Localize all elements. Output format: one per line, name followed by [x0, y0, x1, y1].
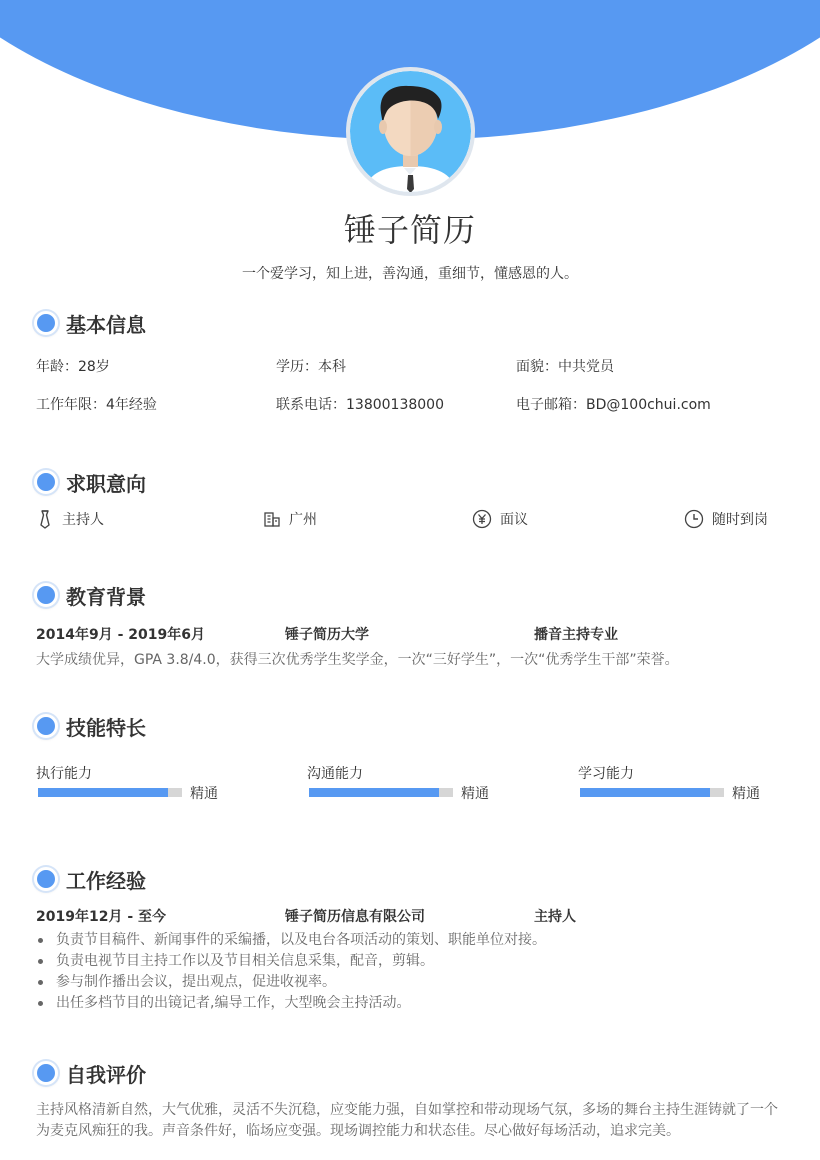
skill-progress-fill: [309, 788, 439, 797]
section-dot-icon: [34, 867, 58, 891]
section-header: [34, 711, 794, 741]
intent-salary-label: 面议: [500, 512, 528, 528]
clock-icon: [684, 509, 704, 529]
work-company: 锤子简历信息有限公司: [285, 909, 425, 925]
section-dot-icon: [34, 1061, 58, 1085]
resume-name: 锤子简历: [343, 211, 476, 249]
work-period: 2019年12月 - 至今: [36, 909, 167, 925]
section-title: 工作经验: [66, 868, 146, 893]
section-work: [34, 864, 794, 1014]
section-dot-icon: [34, 470, 58, 494]
list-item: 出任多档节目的出镜记者,编导工作，大型晚会主持活动。: [34, 993, 794, 1014]
section-dot-icon: [34, 714, 58, 738]
section-header: [34, 864, 794, 894]
intent-position-label: 主持人: [62, 512, 104, 528]
info-email: 电子邮箱：BD@100chui.com: [516, 397, 711, 413]
skill-item: [578, 763, 818, 805]
intent-salary: [472, 509, 528, 529]
education-description: 大学成绩优异，GPA 3.8/4.0，获得三次优秀学生奖学金，一次“三好学生”，一次“优秀学生干部”荣誉。: [36, 652, 679, 668]
basic-info-grid: [34, 354, 794, 434]
info-age: 年龄：28岁: [36, 359, 110, 375]
self-evaluation-text: 主持风格清新自然，大气优雅，灵活不失沉稳，应变能力强，自如掌控和带动现场气氛，多场的舞台主持生涯铸就了一个为麦克风痴狂的我。声音条件好，临场应变强。现场调控能力和状态佳。尽心做好每场活动，追求完美。: [36, 1102, 778, 1139]
list-item: 负责电视节目主持工作以及节目相关信息采集，配音，剪辑。: [34, 951, 794, 972]
section-header: [34, 1058, 794, 1088]
building-icon: [263, 510, 281, 528]
list-item: 参与制作播出会议，提出观点，促进收视率。: [34, 972, 794, 993]
job-intent-row: [34, 509, 794, 533]
section-self-evaluation: [34, 1058, 794, 1142]
skill-level: 精通: [461, 786, 489, 802]
work-role: 主持人: [534, 909, 576, 925]
section-header: [34, 580, 794, 610]
section-title: 技能特长: [66, 715, 146, 740]
intent-city: [263, 509, 317, 529]
skill-item: [36, 763, 276, 805]
skill-progress-fill: [580, 788, 710, 797]
yuan-icon: [472, 509, 492, 529]
section-basic-info: [34, 308, 794, 434]
education-major: 播音主持专业: [534, 627, 618, 643]
work-header-row: [34, 906, 794, 926]
section-title: 求职意向: [66, 471, 146, 496]
intent-position: [36, 509, 104, 529]
skill-item: [307, 763, 547, 805]
section-title: 基本信息: [66, 312, 146, 337]
section-header: [34, 467, 794, 497]
skill-progress-track: [580, 788, 724, 797]
skill-level: 精通: [732, 786, 760, 802]
skill-progress-track: [309, 788, 453, 797]
section-dot-icon: [34, 583, 58, 607]
education-school: 锤子简历大学: [285, 627, 369, 643]
education-header-row: [34, 624, 794, 644]
skill-progress-fill: [38, 788, 168, 797]
section-education: [34, 580, 794, 671]
skills-list: [34, 763, 794, 823]
list-item: 负责节目稿件、新闻事件的采编播，以及电台各项活动的策划、职能单位对接。: [34, 930, 794, 951]
info-politics: 面貌：中共党员: [516, 359, 614, 375]
skill-progress-track: [38, 788, 182, 797]
intent-availability-label: 随时到岗: [712, 512, 768, 528]
section-dot-icon: [34, 311, 58, 335]
skill-name: 执行能力: [36, 766, 92, 782]
skill-name: 沟通能力: [307, 766, 363, 782]
section-skills: [34, 711, 794, 823]
info-phone: 联系电话：13800138000: [276, 397, 444, 413]
intent-city-label: 广州: [289, 512, 317, 528]
skill-name: 学习能力: [578, 766, 634, 782]
section-header: [34, 308, 794, 338]
avatar-illustration: [350, 71, 471, 192]
intent-availability: [684, 509, 768, 529]
section-title: 自我评价: [66, 1062, 146, 1087]
work-duties-list: [34, 930, 794, 1014]
section-title: 教育背景: [66, 584, 146, 609]
section-job-intent: [34, 467, 794, 533]
tie-icon: [36, 509, 54, 529]
skill-level: 精通: [190, 786, 218, 802]
resume-motto: 一个爱学习，知上进，善沟通，重细节，懂感恩的人。: [242, 266, 578, 282]
education-period: 2014年9月 - 2019年6月: [36, 627, 205, 643]
avatar: [346, 67, 475, 196]
info-education: 学历：本科: [276, 359, 346, 375]
info-experience: 工作年限：4年经验: [36, 397, 157, 413]
